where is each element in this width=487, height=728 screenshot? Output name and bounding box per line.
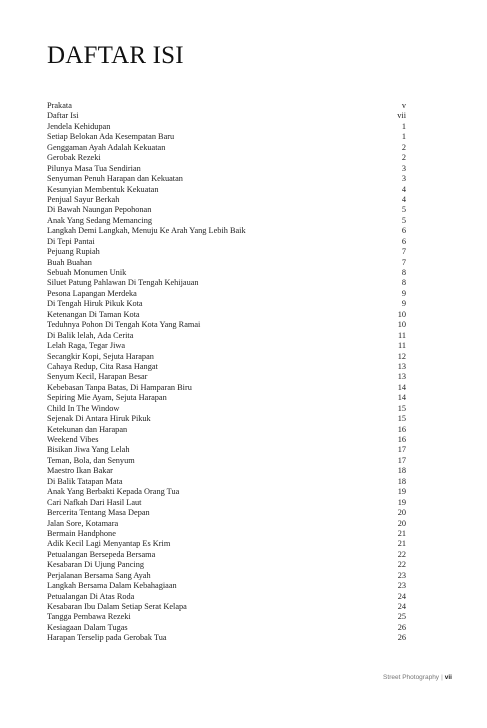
toc-entry[interactable]	[47, 237, 406, 247]
toc-entry-title: Child In The Window	[47, 403, 120, 413]
toc-entry-title: Lelah Raga, Tegar Jiwa	[47, 341, 126, 351]
toc-entry-page: 21	[397, 539, 406, 549]
toc-entry-title: Prakata	[47, 101, 72, 110]
toc-entry-title: Di Balik Tatapan Mata	[47, 476, 123, 486]
toc-entry[interactable]	[47, 143, 406, 153]
table-of-contents	[47, 101, 406, 644]
toc-entry-title: Langkah Bersama Dalam Kebahagiaan	[47, 581, 177, 591]
toc-entry-title: Kesunyian Membentuk Kekuatan	[47, 184, 159, 194]
toc-entry-page: 3	[401, 163, 406, 173]
toc-entry[interactable]	[47, 383, 406, 393]
toc-entry-page: 13	[397, 372, 406, 382]
toc-entry-page: 19	[397, 497, 406, 507]
toc-entry-page: 25	[397, 612, 406, 622]
toc-entry[interactable]	[47, 612, 406, 622]
toc-entry[interactable]	[47, 550, 406, 560]
toc-entry-title: Tangga Pembawa Rezeki	[47, 612, 131, 622]
toc-entry[interactable]	[47, 320, 406, 330]
toc-entry[interactable]	[47, 111, 406, 121]
toc-entry-page: 11	[398, 330, 406, 340]
toc-entry[interactable]	[47, 519, 406, 529]
toc-entry[interactable]	[47, 581, 406, 591]
toc-entry-title: Senyum Kecil, Harapan Besar	[47, 372, 148, 382]
toc-entry-page: 16	[397, 435, 406, 444]
toc-entry-title: Bermain Handphone	[47, 528, 116, 538]
toc-entry-title: Gerobak Rezeki	[47, 153, 101, 163]
toc-entry-page: 15	[397, 403, 406, 413]
toc-entry-title: Di Balik lelah, Ada Cerita	[47, 330, 134, 340]
toc-entry-title: Pilunya Masa Tua Sendirian	[47, 163, 141, 173]
toc-entry-title: Cari Nafkah Dari Hasil Laut	[47, 497, 142, 507]
toc-entry-title: Maestro Ikan Bakar	[47, 466, 113, 476]
toc-entry-page: 23	[397, 570, 406, 580]
footer-page-number: vii	[444, 674, 452, 681]
toc-entry-title: Sebuah Monumen Unik	[47, 268, 127, 277]
toc-entry[interactable]	[47, 560, 406, 570]
toc-entry-title: Di Tengah Hiruk Pikuk Kota	[47, 299, 143, 309]
toc-entry[interactable]	[47, 268, 406, 278]
toc-entry[interactable]	[47, 487, 406, 497]
toc-entry-page: vii	[397, 111, 406, 121]
toc-entry[interactable]	[47, 153, 406, 163]
toc-entry[interactable]	[47, 299, 406, 309]
page-title: DAFTAR ISI	[47, 42, 184, 69]
toc-entry-title: Senyuman Penuh Harapan dan Kekuatan	[47, 174, 183, 184]
toc-entry-page: 12	[397, 351, 406, 361]
toc-entry-page: 16	[397, 424, 406, 434]
toc-entry-page: 17	[397, 455, 406, 465]
toc-entry[interactable]	[47, 633, 406, 643]
toc-entry[interactable]	[47, 404, 406, 414]
toc-entry-title: Pejuang Rupiah	[47, 247, 100, 257]
toc-entry-page: 2	[401, 153, 406, 163]
toc-entry-title: Petualangan Di Atas Roda	[47, 591, 135, 601]
toc-entry[interactable]	[47, 539, 406, 549]
toc-entry[interactable]	[47, 122, 406, 132]
toc-entry-title: Bercerita Tentang Masa Depan	[47, 508, 150, 518]
toc-entry[interactable]	[47, 414, 406, 424]
toc-entry[interactable]	[47, 352, 406, 362]
toc-entry-title: Sejenak Di Antara Hiruk Pikuk	[47, 414, 151, 424]
toc-entry-page: 5	[401, 215, 406, 225]
toc-entry[interactable]	[47, 445, 406, 455]
toc-entry-page: 14	[397, 393, 406, 403]
toc-entry-title: Teman, Bola, dan Senyum	[47, 455, 135, 465]
toc-entry-title: Weekend Vibes	[47, 435, 99, 444]
toc-entry-title: Pesona Lapangan Merdeka	[47, 288, 137, 298]
toc-entry-title: Kesabaran Di Ujung Pancing	[47, 560, 145, 570]
toc-entry[interactable]	[47, 289, 406, 299]
toc-entry-page: 1	[401, 121, 406, 131]
page-footer	[383, 674, 452, 681]
toc-entry-title: Jendela Kehidupan	[47, 121, 111, 131]
toc-entry-page: 11	[398, 341, 406, 351]
toc-entry-title: Adik Kecil Lagi Menyantap Es Krim	[47, 539, 171, 549]
toc-entry[interactable]	[47, 456, 406, 466]
toc-entry-page: 7	[401, 247, 406, 257]
toc-entry-title: Penjual Sayur Berkah	[47, 194, 120, 204]
toc-entry-title: Sepiring Mie Ayam, Sejuta Harapan	[47, 393, 167, 403]
toc-entry-page: 4	[401, 194, 406, 204]
toc-entry-page: 24	[397, 591, 406, 601]
toc-entry-page: v	[401, 101, 406, 110]
toc-entry[interactable]	[47, 164, 406, 174]
toc-entry-page: 26	[397, 633, 406, 643]
toc-entry-title: Di Tepi Pantai	[47, 236, 95, 246]
toc-entry-title: Jalan Sore, Kotamara	[47, 518, 119, 528]
toc-entry-page: 1	[401, 132, 406, 142]
toc-entry-page: 9	[401, 288, 406, 298]
toc-entry-title: Daftar Isi	[47, 111, 79, 121]
toc-entry-title: Anak Yang Sedang Memancing	[47, 215, 153, 225]
toc-entry[interactable]	[47, 372, 406, 382]
toc-entry-page: 5	[401, 205, 406, 215]
toc-entry-page: 19	[397, 487, 406, 497]
toc-entry[interactable]	[47, 435, 406, 445]
toc-entry-page: 8	[401, 278, 406, 288]
toc-entry[interactable]	[47, 185, 406, 195]
toc-entry-page: 18	[397, 466, 406, 476]
toc-entry-page: 4	[401, 184, 406, 194]
toc-entry-title: Cahaya Redup, Cita Rasa Hangat	[47, 361, 158, 371]
toc-entry-page: 9	[401, 299, 406, 309]
toc-entry[interactable]	[47, 477, 406, 487]
toc-entry[interactable]	[47, 174, 406, 184]
toc-entry-page: 22	[397, 560, 406, 570]
toc-entry-title: Kebebasan Tanpa Batas, Di Hamparan Biru	[47, 382, 192, 392]
toc-entry-page: 15	[397, 414, 406, 424]
toc-entry-page: 17	[397, 445, 406, 455]
toc-entry-title: Di Bawah Naungan Pepohonan	[47, 205, 152, 215]
toc-entry[interactable]	[47, 362, 406, 372]
toc-entry[interactable]	[47, 216, 406, 226]
toc-entry[interactable]	[47, 393, 406, 403]
toc-entry[interactable]	[47, 205, 406, 215]
toc-entry[interactable]	[47, 602, 406, 612]
toc-entry-page: 20	[397, 508, 406, 518]
toc-entry[interactable]	[47, 466, 406, 476]
toc-entry-page: 20	[397, 518, 406, 528]
toc-entry-title: Ketenangan Di Taman Kota	[47, 309, 140, 319]
toc-entry-title: Teduhnya Pohon Di Tengah Kota Yang Ramai	[47, 320, 201, 330]
toc-entry-title: Secangkir Kopi, Sejuta Harapan	[47, 351, 154, 361]
toc-entry[interactable]	[47, 310, 406, 320]
toc-entry-title: Bisikan Jiwa Yang Lelah	[47, 445, 130, 455]
toc-entry-page: 10	[397, 320, 406, 330]
toc-entry[interactable]	[47, 278, 406, 288]
toc-entry[interactable]	[47, 258, 406, 268]
toc-entry[interactable]	[47, 195, 406, 205]
toc-entry[interactable]	[47, 529, 406, 539]
toc-entry-page: 10	[397, 309, 406, 319]
toc-entry-title: Harapan Terselip pada Gerobak Tua	[47, 633, 167, 643]
toc-entry[interactable]	[47, 498, 406, 508]
toc-entry-page: 3	[401, 174, 406, 184]
footer-book-title: Street Photography	[383, 674, 440, 681]
toc-entry-page: 18	[397, 476, 406, 486]
toc-entry-page: 14	[397, 382, 406, 392]
toc-entry-page: 23	[397, 581, 406, 591]
toc-entry-title: Anak Yang Berbakti Kepada Orang Tua	[47, 487, 180, 497]
toc-entry[interactable]	[47, 508, 406, 518]
toc-entry-title: Petualangan Bersepeda Bersama	[47, 549, 156, 559]
toc-entry-title: Langkah Demi Langkah, Menuju Ke Arah Yang Lebih Baik	[47, 226, 246, 236]
toc-entry-page: 24	[397, 602, 406, 611]
toc-entry-page: 22	[397, 549, 406, 559]
toc-entry[interactable]	[47, 341, 406, 351]
toc-entry-title: Buah Buahan	[47, 257, 92, 267]
toc-entry-title: Perjalanan Bersama Sang Ayah	[47, 570, 151, 580]
toc-entry-page: 6	[401, 226, 406, 236]
toc-entry-page: 26	[397, 622, 406, 632]
toc-entry[interactable]	[47, 101, 406, 111]
toc-entry-title: Setiap Belokan Ada Kesempatan Baru	[47, 132, 175, 142]
toc-entry-title: Ketekunan dan Harapan	[47, 424, 128, 434]
toc-entry-title: Kesiagaan Dalam Tugas	[47, 622, 128, 632]
toc-entry-page: 21	[397, 528, 406, 538]
toc-entry-page: 6	[401, 236, 406, 246]
toc-entry[interactable]	[47, 425, 406, 435]
toc-entry-page: 2	[401, 142, 406, 152]
toc-entry-title: Siluet Patung Pahlawan Di Tengah Kehijauan	[47, 278, 199, 288]
toc-entry[interactable]	[47, 226, 406, 236]
toc-entry-page: 8	[401, 268, 406, 277]
toc-entry[interactable]	[47, 623, 406, 633]
toc-entry-page: 7	[401, 257, 406, 267]
footer-separator: |	[441, 674, 443, 681]
toc-entry[interactable]	[47, 132, 406, 142]
toc-entry-title: Kesabaran Ibu Dalam Setiap Serat Kelapa	[47, 602, 187, 611]
toc-entry-title: Genggaman Ayah Adalah Kekuatan	[47, 142, 166, 152]
toc-entry-page: 13	[397, 361, 406, 371]
toc-entry[interactable]	[47, 247, 406, 257]
toc-entry[interactable]	[47, 592, 406, 602]
toc-entry[interactable]	[47, 331, 406, 341]
toc-entry[interactable]	[47, 571, 406, 581]
